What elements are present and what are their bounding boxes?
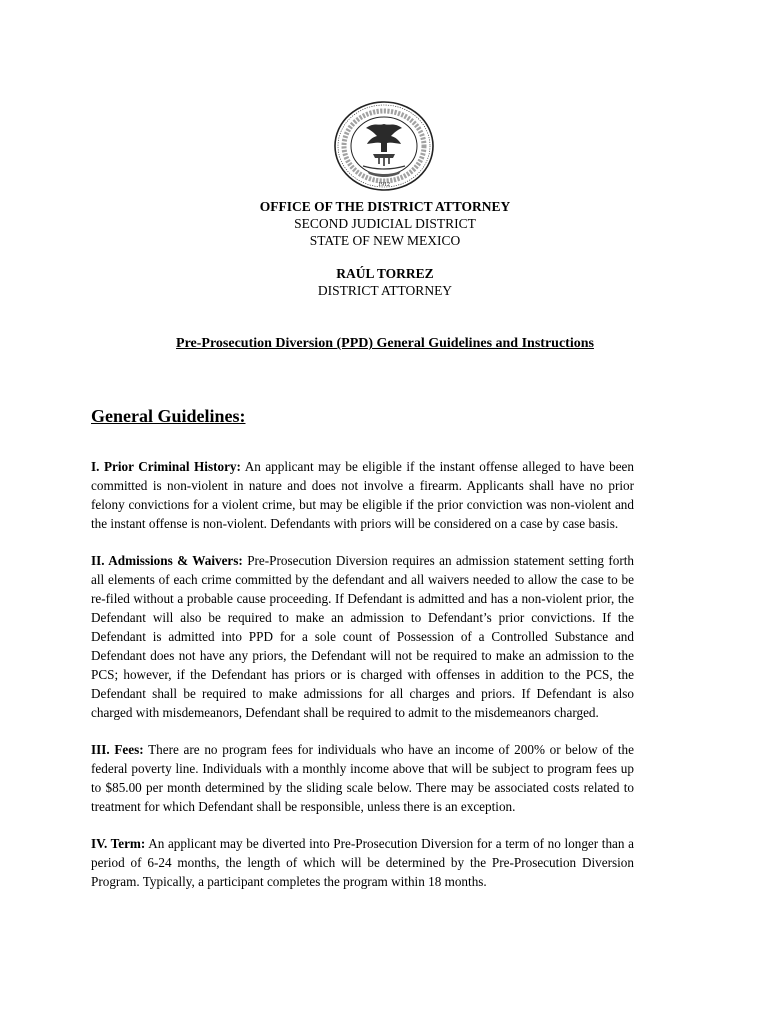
office-header	[0, 198, 770, 249]
paragraph-text: An applicant may be eligible if the instant offense alleged to have been committed is non-violent in nature and does not involve a firearm. Applicants shall have no prior felony convictions for a violent crime, but may be eligible if the prior conviction was non-violent and the instant offense is non-violent. Defendants with priors will be considered on a case by case basis.	[91, 459, 634, 531]
paragraph-lead: IV. Term:	[91, 836, 146, 851]
paragraph-prior-history	[91, 457, 634, 533]
paragraph-text: An applicant may be diverted into Pre-Prosecution Diversion for a term of no longer than a period of 6-24 months, the length of which will be determined by the Pre-Prosecution Diversion Program. Typically, a participant completes the program within 18 months.	[91, 836, 634, 889]
paragraph-lead: II. Admissions & Waivers:	[91, 553, 243, 568]
paragraph-term	[91, 834, 634, 891]
state-name: STATE OF NEW MEXICO	[309, 233, 461, 248]
document-title: Pre-Prosecution Diversion (PPD) General Guidelines and Instructions	[176, 336, 594, 351]
paragraph-lead: III. Fees:	[91, 742, 144, 757]
paragraph-text: There are no program fees for individuals who have an income of 200% or below of the federal poverty line. Individuals with a monthly income above that will be subject to program fees up to $85.00 per month determined by the sliding scale below. There may be associated costs related to treatment for which Defendant shall be responsible, unless there is an exception.	[91, 742, 634, 814]
paragraph-lead: I. Prior Criminal History:	[91, 459, 241, 474]
office-title: OFFICE OF THE DISTRICT ATTORNEY	[259, 199, 511, 214]
attorney-name: RAÚL TORREZ	[336, 266, 434, 281]
paragraph-fees	[91, 740, 634, 816]
paragraph-admissions	[91, 551, 634, 722]
seal-year: 1912	[378, 182, 390, 188]
guidelines-body	[91, 457, 634, 909]
attorney-role: DISTRICT ATTORNEY	[317, 283, 453, 298]
section-heading: General Guidelines:	[91, 406, 246, 426]
paragraph-text: Pre-Prosecution Diversion requires an admission statement setting forth all elements of each crime committed by the defendant and all waivers needed to allow the case to be re-filed without a probable cause proceeding. If Defendant is admitted and has a non-violent prior, the Defendant will also be required to make an admission to Defendant’s prior convictions. If the Defendant is admitted into PPD for a sole count of Possession of a Controlled Substance and Defendant does not have any priors, the Defendant will not be required to make an admission to the PCS; however, if the Defendant has priors or is charged with offenses in addition to the PCS, the Defendant shall be required to make admissions for all charges and priors. If Defendant is also charged with misdemeanors, Defendant shall be required to admit to the misdemeanors charged.	[91, 553, 634, 720]
attorney-block	[0, 265, 770, 299]
state-seal-icon	[333, 100, 435, 192]
district-name: SECOND JUDICIAL DISTRICT	[294, 216, 476, 231]
